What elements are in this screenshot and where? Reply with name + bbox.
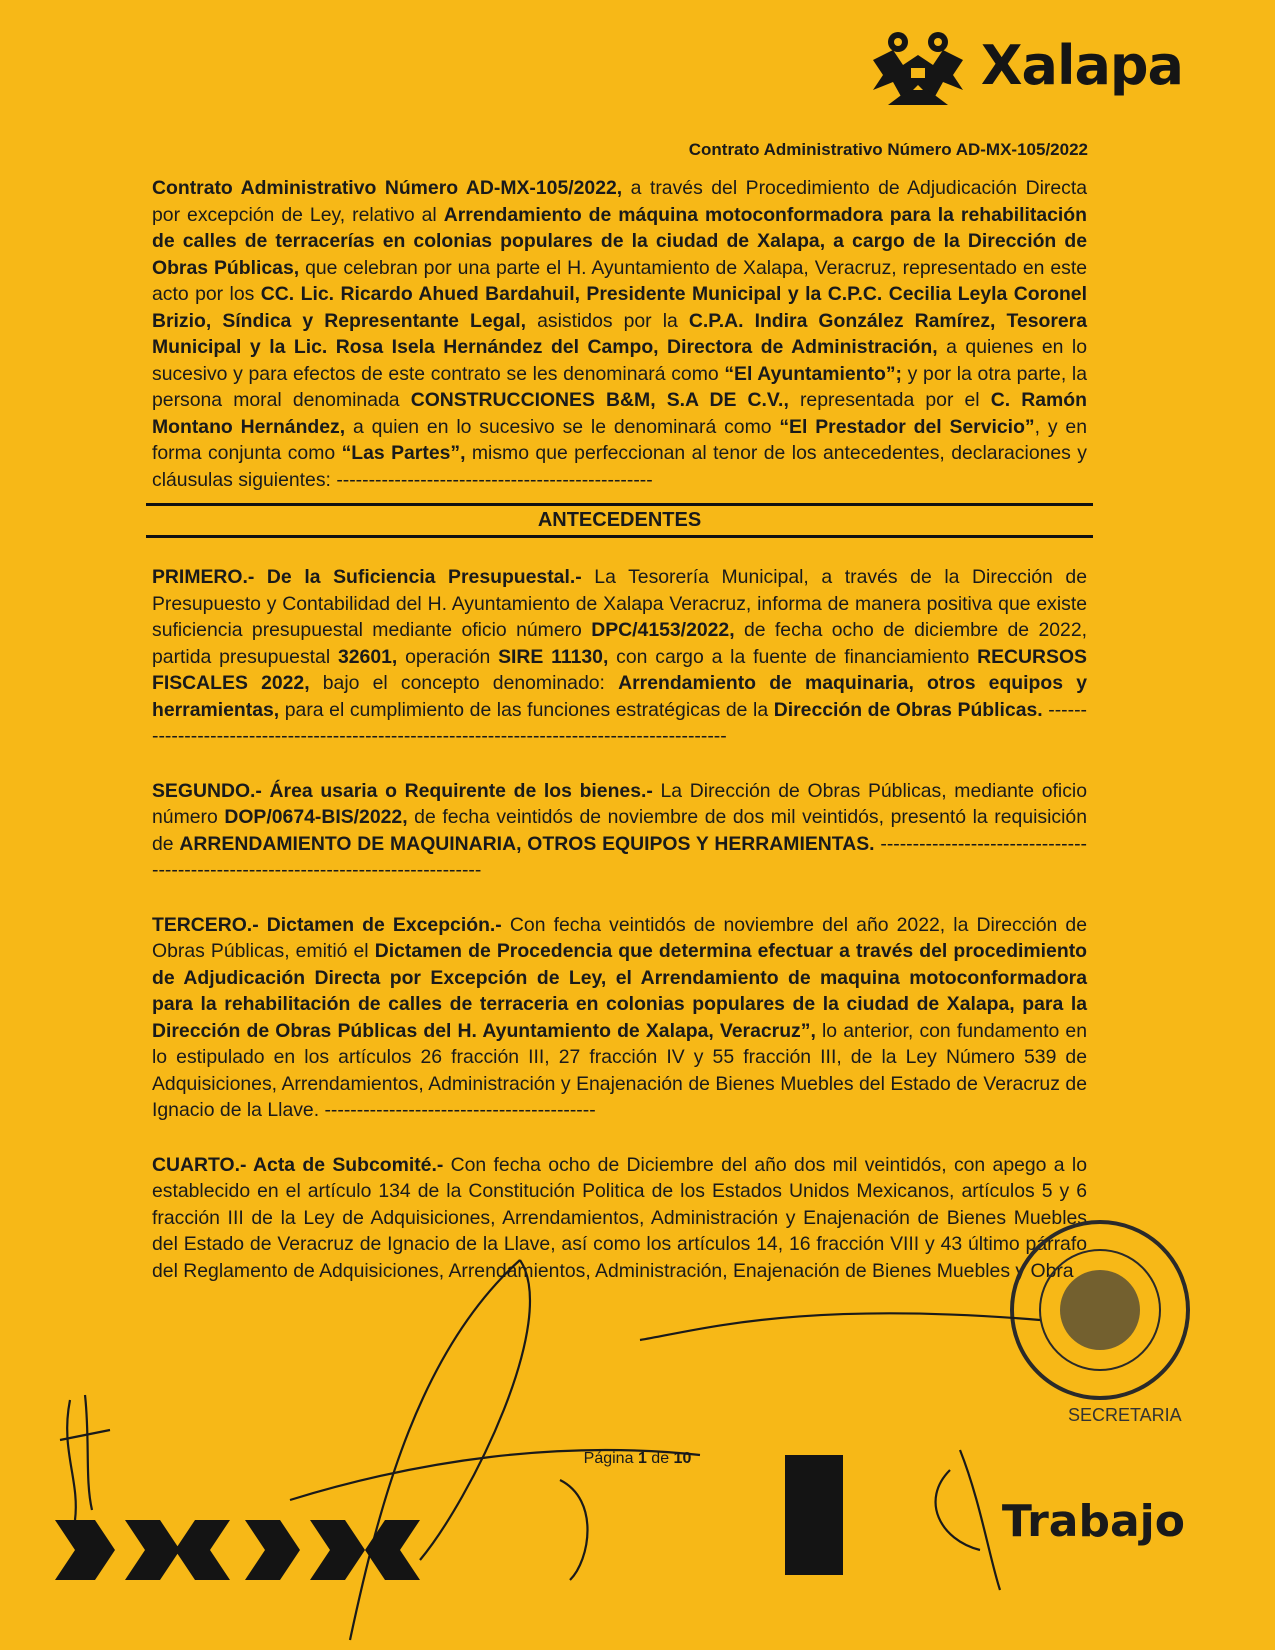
intro-paragraph	[152, 175, 1087, 493]
text-run: a quien en lo sucesivo se le denominará como	[345, 415, 780, 438]
text-run: -----------------------------------------------------------------------------------------------	[152, 698, 1087, 747]
text-run: La Dirección de Obras Públicas, mediante oficio número	[152, 779, 1088, 828]
text-run: “El Prestador del Servicio”	[779, 415, 1035, 438]
text-run: que celebran por una parte el H. Ayuntamiento de Xalapa, Veracruz, representado en este acto por los	[152, 256, 1087, 305]
text-run: 32601,	[337, 645, 398, 668]
text-run: de fecha ocho de diciembre de 2022, partida presupuestal	[152, 619, 1087, 668]
xalapa-frog-logo-icon	[863, 20, 973, 110]
text-run: CUARTO.- Acta de Subcomité.-	[152, 1153, 444, 1176]
text-run: Arrendamiento de máquina motoconformadora para la rehabilitación de calles de terracerías en colonias populares de la ciudad de Xalapa, a cargo de la Dirección de Obras Públicas,	[152, 203, 1087, 279]
section-title-antecedentes: ANTECEDENTES	[146, 503, 1093, 538]
text-run: CC. Lic. Ricardo Ahued Bardahuil, Presidente Municipal y la C.P.C. Cecilia Leyla Coronel Brizio, Síndica y Representante Legal,	[152, 283, 1087, 332]
text-run: Contrato Administrativo Número AD-MX-105/2022,	[152, 177, 623, 199]
text-run: para el cumplimiento de las funciones estratégicas de la	[279, 698, 774, 721]
primero-paragraph	[152, 564, 1087, 750]
text-run: mismo que perfeccionan al tenor de los antecedentes, declaraciones y cláusulas siguientes: -------------------------------------------------	[152, 442, 1087, 491]
text-run: TERCERO.- Dictamen de Excepción.-	[152, 913, 502, 936]
text-run: CONSTRUCCIONES B&M, S.A DE C.V.,	[410, 389, 789, 411]
cuarto-paragraph	[152, 1152, 1087, 1285]
text-run: , y en forma conjunta como	[152, 415, 1087, 464]
text-run: -----------------------------------------------------------------------------------	[152, 832, 1087, 881]
text-run: asistidos por la	[526, 309, 689, 332]
document-body	[152, 175, 1087, 1284]
brand-logo	[863, 20, 1183, 110]
text-run: Con fecha ocho de Diciembre del año dos mil veintidós, con apego a lo establecido en el artículo 134 de la Constitución Politica de los Estados Unidos Mexicanos, artículos 5 y 6 fracción III de la Ley de Adquisiciones, Arrendamientos, Administración y Enajenación de Bienes Muebles del Estado de Veracruz de Ignacio de la Llave, así como los artículos 14, 16 fracción VIII y 43 último párrafo del Reglamento de Adquisiciones, Arrendamientos, Administración, Enajenación de Bienes Muebles y Obra	[152, 1153, 1087, 1282]
text-run: a través del Procedimiento de Adjudicación Directa por excepción de Ley, relativo al	[152, 177, 1087, 226]
text-run: C. Ramón Montano Hernández,	[152, 389, 1087, 438]
text-run: La Tesorería Municipal, a través de la Dirección de Presupuesto y Contabilidad del H. Ayuntamiento de Xalapa Veracruz, informa de manera positiva que existe suficiencia presupuestal mediante oficio número	[152, 566, 1088, 641]
text-run: operación	[397, 645, 499, 668]
text-run: DOP/0674-BIS/2022,	[224, 806, 408, 828]
text-run: a quienes en lo sucesivo y para efectos de este contrato se les denominará como	[152, 336, 1088, 385]
text-run: “Las Partes”,	[341, 442, 466, 464]
text-run: Dirección de Obras Públicas.	[773, 698, 1043, 721]
text-run: DPC/4153/2022,	[591, 619, 735, 641]
text-run: bajo el concepto denominado:	[309, 672, 619, 694]
text-run: lo anterior, con fundamento en lo estipulado en los artículos 26 fracción III, 27 fracción IV y 55 fracción III, de la Ley Número 539 de Adquisiciones, Arrendamientos, Administración y Enajenación de Bienes Muebles del Estado de Veracruz de Ignacio de la Llave. ------------------------------------------	[152, 1019, 1087, 1121]
text-run: “El Ayuntamiento”;	[724, 362, 902, 385]
page-number: Página 1 de 10	[583, 1450, 692, 1467]
text-run: C.P.A. Indira González Ramírez, Tesorera Municipal y la Lic. Rosa Isela Hernández del Campo, Directora de Administración,	[152, 309, 1088, 358]
text-run: SIRE 11130,	[498, 645, 609, 668]
text-run: Arrendamiento de maquinaria, otros equipos y herramientas,	[152, 672, 1087, 721]
text-run: Dictamen de Procedencia que determina efectuar a través del procedimiento de Adjudicación Directa por Excepción de Ley, el Arrendamiento de maquina motoconformadora para la rehabilitación de calles de terraceria en colonias populares de la ciudad de Xalapa, para la Dirección de Obras Públicas del H. Ayuntamiento de Xalapa, Veracruz”,	[152, 940, 1087, 1042]
text-run: SEGUNDO.- Área usaria o Requirente de los bienes.-	[152, 779, 653, 802]
brand-name: Xalapa	[980, 33, 1183, 97]
text-run: RECURSOS FISCALES 2022,	[152, 645, 1087, 694]
footer-bar	[785, 1455, 843, 1575]
text-run: y por la otra parte, la persona moral denominada	[152, 362, 1087, 411]
text-run: PRIMERO.- De la Suficiencia Presupuestal.-	[152, 566, 582, 588]
text-run: Con fecha veintidós de noviembre del año 2022, la Dirección de Obras Públicas, emitió el	[152, 913, 1088, 962]
tercero-paragraph	[152, 912, 1087, 1124]
municipal-seal-icon	[1005, 1215, 1195, 1405]
segundo-paragraph	[152, 778, 1087, 884]
contract-number-header: Contrato Administrativo Número AD-MX-105/2022	[688, 140, 1088, 159]
text-run: de fecha veintidós de noviembre de dos mil veintidós, presentó la requisición de	[152, 806, 1087, 855]
seal-label: SECRETARIA	[1068, 1405, 1182, 1425]
text-run: ARRENDAMIENTO DE MAQUINARIA, OTROS EQUIPOS Y HERRAMIENTAS.	[179, 832, 875, 855]
text-run: representada por el	[788, 389, 991, 411]
footer-slogan: Trabajo	[1001, 1496, 1185, 1547]
arrows-logo-icon	[55, 1510, 425, 1590]
text-run: con cargo a la fuente de financiamiento	[608, 645, 978, 668]
